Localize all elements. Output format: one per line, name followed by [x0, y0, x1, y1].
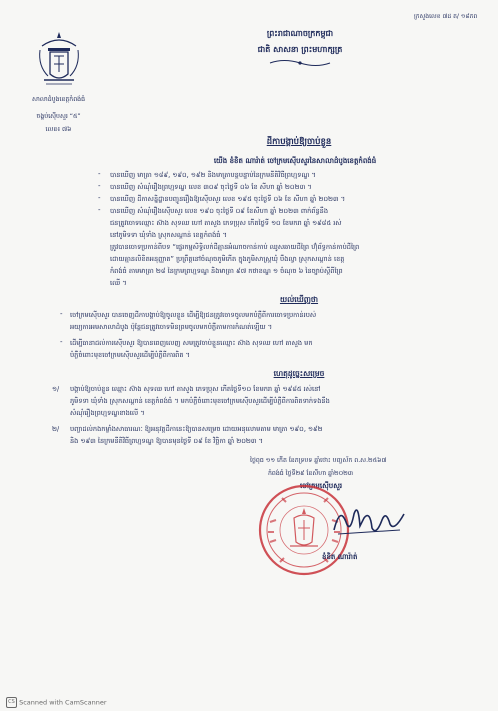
- reference-continuation: ដោយគ្មានលិខិតអនុញ្ញាត” ប្រព្រឹត្តនៅចំណុចភូមិកើត ក្នុងភូមិសាស្រ្តឃុំ បឹងល្វា ស្រុកសណ្តាន់ ខេត្ត: [110, 255, 345, 263]
- consideration-bullet: -: [60, 310, 63, 318]
- document-title: ដីកាបង្គាប់ឱ្យចាប់ខ្លួន: [266, 137, 332, 147]
- decision-line: សំណុំរឿងព្រហ្មទណ្ឌខាងលើ ។: [70, 409, 145, 417]
- reference-bullet: -: [98, 182, 101, 190]
- reference-bullet: -: [98, 170, 101, 178]
- consideration-line: អយ្យការអមសាលាដំបូង ប៉ុន្តែជនត្រូវចោទមិនព្រមចូលមកបំភ្លឺតាមការកំណត់ឡើយ ។: [70, 323, 273, 331]
- motto-ornament: [268, 58, 332, 68]
- reference-line: បានឃើញ សំណុំរឿងព្រហ្មទណ្ឌ លេខ ៣០៩ ចុះថ្ងៃទី ០៦ ខែ សីហា ឆ្នាំ ២០២៣ ។: [110, 183, 312, 191]
- reference-line: បានឃើញ មាត្រា ១៨៩, ១៩០, ១៩២ និងមាត្រាបន្តបន្ទាប់នៃក្រមនីតិវិធីព្រហ្មទណ្ឌ ។: [110, 171, 316, 179]
- decision-line: បញ្ជាដល់កងកម្លាំងសាធារណៈ ឱ្យអនុវត្តដីកានេះឱ្យបានសម្រេច ដោយអនុលោមតាម មាត្រា ១៩០, ១៩២: [70, 425, 323, 433]
- reference-line: បានឃើញ សំណុំរឿងស៊ើបសួរ លេខ ១៩០ ចុះថ្ងៃទី ០៩ ខែសីហា ឆ្នាំ ២០២៣ ពាក់ព័ន្ធនឹង: [110, 207, 329, 215]
- signature-icon: [330, 500, 410, 540]
- decision-line: បង្គាប់ឱ្យចាប់ខ្លួន ឈ្មោះ ស៊ាង សុទឈ ហៅ តាសួង ភេទប្រុស កើតថ្ងៃទី១០ ខែមករា ឆ្នាំ ១៩៨៥ រស់នៅ: [70, 385, 321, 393]
- camscanner-logo-icon: CS: [6, 697, 17, 708]
- decision-number: ២/: [52, 425, 60, 433]
- national-motto: ជាតិ សាសនា ព្រះមហាក្សត្រ: [257, 45, 343, 54]
- lunar-date: ថ្ងៃពុធ ១១ កើត ខែភទ្របទ ឆ្នាំថោះ បញ្ចស័ក ព.ស.២៥៦៧: [250, 457, 387, 464]
- reference-line: បានឃើញ ដីកាសន្និដ្ឋានបញ្ជូនរឿងឱ្យស៊ើបសួរ លេខ ១៩៥ ចុះថ្ងៃទី ០៦ ខែ សីហា ឆ្នាំ ២០២៣ ។: [110, 195, 346, 203]
- scanner-watermark: [6, 697, 107, 708]
- decision-number: ១/: [52, 385, 60, 393]
- decision-line: ភូមិទទា ឃុំទាំង ស្រុកសណ្តាន់ ខេត្តកំពង់ធំ ។ មកបំភ្លឺចំពោះមុខចៅក្រមស៊ើបសួរដើម្បីបំភ្លឺពីការពិតទាក់ទងនឹង: [70, 397, 330, 405]
- reference-bullet: -: [98, 194, 101, 202]
- authority-line: យើង ខំខិត ណារ៉ាត់ ចៅក្រមស៊ើបសួរនៃសាលាដំបូងខេត្តកំពង់ធំ: [213, 157, 377, 165]
- consideration-line: ចៅក្រមស៊ើបសួរ បានចេញដីកាបង្គាប់ឱ្យចូលខ្លួន ដើម្បីឱ្យជនត្រូវចោទចូលមកបំភ្លឺពីការចោទប្រកាន់របស់: [70, 311, 317, 319]
- kingdom-header: ព្រះរាជាណាចក្រកម្ពុជា: [266, 29, 334, 38]
- reference-number: លេខ៖ ៧៦: [45, 126, 72, 133]
- office-name: ចង្ហប់ស៊ើបសួរ “៥”: [36, 113, 81, 120]
- court-name: សាលាដំបូងខេត្តកំពង់ធំ: [31, 96, 86, 103]
- reference-continuation: ត្រូវបានចោទប្រកាន់ពីបទ “ផ្ទេរកម្មសិទ្ធិលក់ដីគ្មានអំណាចកាន់កាប់ ឈូសឆាយដីព្រៃ ហ៊ុំព័ទ្ធកាន់កាប់ដីព្រៃ: [110, 243, 360, 251]
- signer-title: ចៅក្រមស៊ើបសួរ: [300, 482, 343, 490]
- decision-heading: ហេតុដូច្នេះសម្រេច: [273, 369, 325, 378]
- scanner-watermark-text: Scanned with CamScanner: [19, 698, 107, 707]
- ministry-emblem-icon: [36, 30, 82, 92]
- consideration-bullet: -: [60, 338, 63, 346]
- reference-continuation: នៅភូមិទទា ឃុំទាំង ស្រុកសណ្តាន់ ខេត្តកំពង់ធំ ។: [110, 231, 227, 239]
- considerations-heading: យល់ឃើញថា: [279, 295, 319, 304]
- reference-continuation: កំពង់ធំ តាមមាត្រា ២៨ នៃក្រមព្រហ្មទណ្ឌ និងមាត្រា ៩៧ កថាខណ្ឌ ១ ចំណុច ៦ នៃច្បាប់ស្តីពីព្រៃ: [110, 267, 343, 275]
- reference-continuation: ឈើ ។: [110, 279, 127, 287]
- signer-name: ខំខិត ណារ៉ាត់: [322, 553, 358, 561]
- consideration-line: ដើម្បីធានាដល់ការស៊ើបសួរ ឱ្យបានពេញលេញ សមត្រូវចាប់ខ្លួនឈ្មោះ ស៊ាង សុទឈ ហៅ តាសួង មក: [70, 339, 313, 347]
- reference-continuation: ជនត្រូវចោទឈ្មោះ ស៊ាង សុទឈ ហៅ តាសួង ភេទប្រុស កើតថ្ងៃទី ១០ ខែមករា ឆ្នាំ ១៩៨៥ រស់: [110, 219, 342, 227]
- reference-bullet: -: [98, 206, 101, 214]
- page-number: ក្រសួងលេខ ៧ដ ត/ ១៨ភព: [414, 13, 478, 20]
- decision-line: និង ១៩៣ នៃក្រមនីតិវិធីព្រហ្មទណ្ឌ ឱ្យបានមុនថ្ងៃទី ០៩ ខែ វិច្ឆិកា ឆ្នាំ ២០២៣ ។: [70, 437, 263, 445]
- consideration-line: បំភ្លឺចំពោះមុខចៅក្រមស៊ើបសួរដើម្បីបំភ្លឺពីការពិត ។: [70, 351, 190, 359]
- solar-date: កំពង់ធំ ថ្ងៃទី២៩ ខែសីហា ឆ្នាំ២០២៣: [268, 470, 354, 477]
